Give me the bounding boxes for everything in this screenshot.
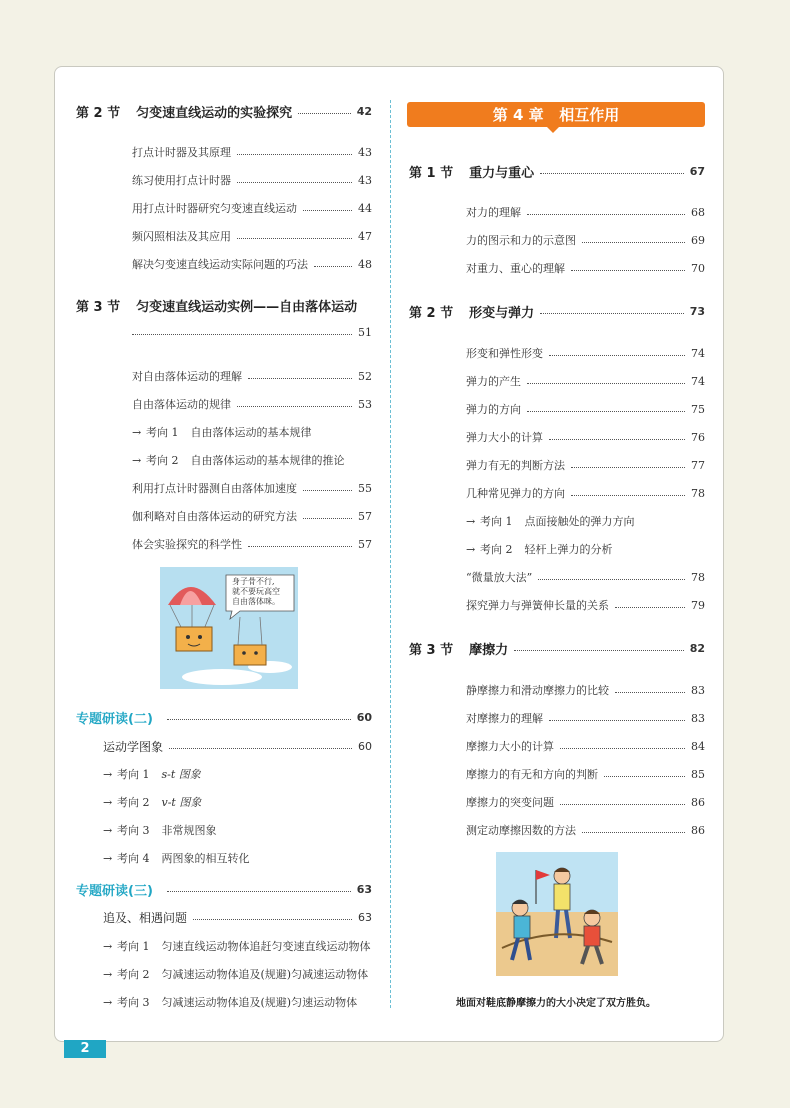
item-title: 弹力的产生 — [466, 375, 521, 388]
leader-dots — [560, 748, 685, 749]
page-ref: 55 — [358, 481, 372, 495]
toc-item[interactable] — [466, 597, 705, 613]
toc-item[interactable] — [466, 204, 705, 220]
page-ref: 60 — [356, 711, 372, 724]
arrow-icon: → — [466, 543, 476, 556]
item-title: 练习使用打点计时器 — [132, 174, 231, 187]
kaoxiang-label: 考向 2 — [146, 454, 179, 467]
item-title: 用打点计时器研究匀变速直线运动 — [132, 202, 297, 215]
page-ref: 73 — [689, 305, 705, 318]
arrow-icon: → — [103, 824, 113, 837]
kaoxiang-title: v-t 图象 — [161, 796, 202, 809]
page-ref: 69 — [691, 233, 705, 247]
toc-item[interactable] — [466, 260, 705, 276]
kaoxiang-title: 自由落体运动的基本规律 — [190, 426, 312, 439]
toc-item[interactable] — [466, 429, 705, 445]
toc-item[interactable] — [132, 508, 372, 524]
banner-notch — [547, 127, 559, 133]
page-ref: 42 — [356, 105, 372, 118]
page-ref: 77 — [691, 458, 705, 472]
toc-kaoxiang[interactable] — [466, 513, 635, 529]
item-title: 伽利略对自由落体运动的研究方法 — [132, 510, 297, 523]
leader-dots — [167, 719, 351, 720]
kaoxiang-title: 匀减速运动物体追及(规避)匀减速运动物体 — [161, 968, 369, 981]
leader-dots — [237, 182, 352, 183]
page-ref: 57 — [358, 509, 372, 523]
item-title: 运动学图象 — [103, 740, 164, 754]
kaoxiang-label: 考向 2 — [117, 796, 150, 809]
page-ref: 83 — [691, 683, 705, 697]
kaoxiang-label: 考向 3 — [117, 996, 150, 1009]
page-ref: 83 — [691, 711, 705, 725]
toc-section-1[interactable] — [409, 162, 705, 181]
item-title: 打点计时器及其原理 — [132, 146, 231, 159]
leader-dots — [527, 383, 685, 384]
toc-kaoxiang[interactable] — [103, 994, 357, 1010]
leader-dots — [549, 439, 685, 440]
kaoxiang-title: s-t 图象 — [161, 768, 201, 781]
bubble-line: 身子骨不行, — [232, 577, 275, 586]
page-ref: 68 — [691, 205, 705, 219]
item-title: 对自由落体运动的理解 — [132, 370, 242, 383]
toc-item[interactable] — [132, 256, 372, 272]
item-title: 力的图示和力的示意图 — [466, 234, 576, 247]
section-label: 第 1 节 — [409, 166, 454, 181]
kaoxiang-label: 考向 3 — [117, 824, 150, 837]
item-title: 几种常见弹力的方向 — [466, 487, 565, 500]
toc-section-3-page[interactable] — [132, 326, 372, 339]
section-label: 第 2 节 — [409, 306, 454, 321]
page-ref: 44 — [358, 201, 372, 215]
topic-title: 专题研读(三) — [76, 884, 153, 899]
page-ref: 47 — [358, 229, 372, 243]
toc-item[interactable] — [466, 373, 705, 389]
item-title: 追及、相遇问题 — [103, 911, 188, 925]
toc-item[interactable] — [132, 368, 372, 384]
toc-item[interactable] — [132, 536, 372, 552]
page-ref: 53 — [358, 397, 372, 411]
page-ref: 51 — [358, 326, 372, 339]
leader-dots — [582, 242, 685, 243]
kaoxiang-title: 非常规图象 — [161, 824, 217, 837]
leader-dots — [571, 495, 685, 496]
item-title: 形变和弹性形变 — [466, 347, 543, 360]
toc-item[interactable] — [466, 738, 705, 754]
item-title: “微量放大法” — [466, 571, 533, 584]
toc-kaoxiang[interactable] — [103, 766, 201, 782]
page-ref: 43 — [358, 173, 372, 187]
toc-item[interactable] — [132, 200, 372, 216]
kaoxiang-label: 考向 1 — [117, 940, 150, 953]
leader-dots — [303, 518, 352, 519]
item-title: 对重力、重心的理解 — [466, 262, 565, 275]
leader-dots — [193, 919, 352, 920]
page-ref: 63 — [356, 883, 372, 896]
item-title: 弹力的方向 — [466, 403, 521, 416]
page-ref: 76 — [691, 430, 705, 444]
item-title: 摩擦力的有无和方向的判断 — [466, 768, 598, 781]
toc-section-2[interactable] — [76, 102, 372, 121]
leader-dots — [540, 313, 684, 314]
item-title: 弹力有无的判断方法 — [466, 459, 565, 472]
page-ref: 79 — [691, 598, 705, 612]
leader-dots — [549, 355, 685, 356]
section-title: 形变与弹力 — [469, 306, 535, 321]
kaoxiang-title: 匀减速运动物体追及(规避)匀速运动物体 — [161, 996, 358, 1009]
arrow-icon: → — [103, 940, 113, 953]
section-title: 重力与重心 — [469, 166, 535, 181]
leader-dots — [167, 891, 351, 892]
toc-kaoxiang[interactable] — [466, 541, 613, 557]
kaoxiang-title: 点面接触处的弹力方向 — [524, 515, 635, 528]
page-ref: 84 — [691, 739, 705, 753]
toc-item[interactable] — [466, 401, 705, 417]
leader-dots — [538, 579, 685, 580]
tug-of-war-drawing — [496, 852, 618, 976]
illustration-caption: 地面对鞋底静摩擦力的大小决定了双方胜负。 — [456, 998, 656, 1009]
toc-item[interactable] — [466, 822, 705, 838]
kaoxiang-title: 自由落体运动的基本规律的推论 — [190, 454, 345, 467]
leader-dots — [314, 266, 352, 267]
arrow-icon: → — [103, 768, 113, 781]
page-ref: 70 — [691, 261, 705, 275]
item-title: 测定动摩擦因数的方法 — [466, 824, 576, 837]
kaoxiang-label: 考向 1 — [117, 768, 150, 781]
arrow-icon: → — [103, 852, 113, 865]
page-ref: 75 — [691, 402, 705, 416]
arrow-icon: → — [132, 426, 142, 439]
toc-kaoxiang[interactable] — [103, 794, 201, 810]
leader-dots — [615, 607, 685, 608]
toc-item[interactable] — [466, 794, 705, 810]
leader-dots — [132, 334, 352, 335]
item-title: 体会实验探究的科学性 — [132, 538, 242, 551]
tug-of-war-illustration — [496, 852, 618, 976]
speech-bubble — [232, 577, 280, 607]
leader-dots — [298, 113, 351, 114]
bubble-line: 就不要玩高空 — [232, 587, 280, 596]
leader-dots — [560, 804, 685, 805]
leader-dots — [303, 210, 352, 211]
item-title: 对摩擦力的理解 — [466, 712, 543, 725]
page-ref: 82 — [689, 642, 705, 655]
leader-dots — [527, 214, 685, 215]
item-title: 频闪照相法及其应用 — [132, 230, 231, 243]
page-ref: 52 — [358, 369, 372, 383]
page-ref: 86 — [691, 795, 705, 809]
item-title: 解决匀变速直线运动实际问题的巧法 — [132, 258, 308, 271]
toc-section-3[interactable] — [76, 296, 372, 315]
item-title: 摩擦力大小的计算 — [466, 740, 554, 753]
chapter-title: 第 4 章 相互作用 — [492, 106, 620, 124]
topic-title: 专题研读(二) — [76, 712, 153, 727]
leader-dots — [571, 467, 685, 468]
section-title: 匀变速直线运动的实验探究 — [136, 106, 293, 121]
leader-dots — [248, 378, 352, 379]
item-title: 探究弹力与弹簧伸长量的关系 — [466, 599, 609, 612]
leader-dots — [514, 650, 684, 651]
toc-item[interactable] — [466, 766, 705, 782]
toc-item[interactable] — [132, 144, 372, 160]
page-ref: 43 — [358, 145, 372, 159]
page-ref: 74 — [691, 346, 705, 360]
leader-dots — [549, 720, 685, 721]
leader-dots — [248, 546, 352, 547]
kaoxiang-title: 匀速直线运动物体追赶匀变速直线运动物体 — [161, 940, 371, 953]
toc-item[interactable] — [466, 682, 705, 698]
arrow-icon: → — [103, 968, 113, 981]
section-label: 第 3 节 — [409, 643, 454, 658]
page-ref: 78 — [691, 486, 705, 500]
kaoxiang-label: 考向 2 — [480, 543, 513, 556]
leader-dots — [237, 154, 352, 155]
toc-topic-3[interactable] — [76, 880, 372, 899]
toc-kaoxiang[interactable] — [103, 938, 371, 954]
kaoxiang-title: 两图象的相互转化 — [161, 852, 250, 865]
toc-kaoxiang[interactable] — [132, 452, 345, 468]
column-divider — [390, 100, 391, 1008]
leader-dots — [527, 411, 685, 412]
chapter-banner[interactable] — [407, 102, 705, 127]
toc-section-3-right[interactable] — [409, 639, 705, 658]
section-label: 第 3 节 — [76, 300, 121, 315]
page-ref: 57 — [358, 537, 372, 551]
arrow-icon: → — [103, 996, 113, 1009]
leader-dots — [571, 270, 685, 271]
item-title: 自由落体运动的规律 — [132, 398, 231, 411]
page-ref: 78 — [691, 570, 705, 584]
toc-item[interactable] — [132, 228, 372, 244]
section-label: 第 2 节 — [76, 106, 121, 121]
leader-dots — [540, 173, 684, 174]
page-ref: 74 — [691, 374, 705, 388]
toc-kaoxiang[interactable] — [132, 424, 312, 440]
kaoxiang-label: 考向 2 — [117, 968, 150, 981]
toc-item[interactable] — [466, 569, 705, 585]
leader-dots — [303, 490, 352, 491]
item-title: 静摩擦力和滑动摩擦力的比较 — [466, 684, 609, 697]
item-title: 对力的理解 — [466, 206, 521, 219]
arrow-icon: → — [132, 454, 142, 467]
toc-item[interactable] — [132, 172, 372, 188]
toc-section-2-right[interactable] — [409, 302, 705, 321]
item-title: 弹力大小的计算 — [466, 431, 543, 444]
toc-item[interactable] — [466, 345, 705, 361]
toc-kaoxiang[interactable] — [103, 850, 250, 866]
leader-dots — [237, 406, 352, 407]
toc-kaoxiang[interactable] — [103, 966, 368, 982]
leader-dots — [169, 748, 352, 749]
bubble-line: 自由落体咪。 — [232, 597, 280, 606]
toc-item[interactable] — [466, 485, 705, 501]
toc-item[interactable] — [466, 232, 705, 248]
leader-dots — [615, 692, 685, 693]
toc-topic-2[interactable] — [76, 708, 372, 727]
page-number: 2 — [64, 1040, 106, 1058]
toc-item[interactable] — [103, 738, 372, 755]
kaoxiang-title: 轻杆上弹力的分析 — [524, 543, 613, 556]
leader-dots — [604, 776, 685, 777]
toc-item[interactable] — [466, 710, 705, 726]
item-title: 利用打点计时器测自由落体加速度 — [132, 482, 297, 495]
page-ref: 48 — [358, 257, 372, 271]
toc-item[interactable] — [132, 480, 372, 496]
arrow-icon: → — [103, 796, 113, 809]
toc-item[interactable] — [466, 457, 705, 473]
kaoxiang-label: 考向 4 — [117, 852, 150, 865]
toc-kaoxiang[interactable] — [103, 822, 217, 838]
section-title: 摩擦力 — [469, 643, 509, 658]
item-title: 摩擦力的突变问题 — [466, 796, 554, 809]
page-ref: 86 — [691, 823, 705, 837]
section-title: 匀变速直线运动实例——自由落体运动 — [136, 300, 358, 315]
page-ref: 63 — [358, 911, 372, 924]
leader-dots — [237, 238, 352, 239]
parachute-illustration — [160, 567, 298, 689]
page-ref: 60 — [358, 740, 372, 753]
kaoxiang-label: 考向 1 — [480, 515, 513, 528]
toc-item[interactable] — [132, 396, 372, 412]
toc-item[interactable] — [103, 909, 372, 926]
arrow-icon: → — [466, 515, 476, 528]
page-ref: 85 — [691, 767, 705, 781]
page-ref: 67 — [689, 165, 705, 178]
leader-dots — [582, 832, 685, 833]
kaoxiang-label: 考向 1 — [146, 426, 179, 439]
